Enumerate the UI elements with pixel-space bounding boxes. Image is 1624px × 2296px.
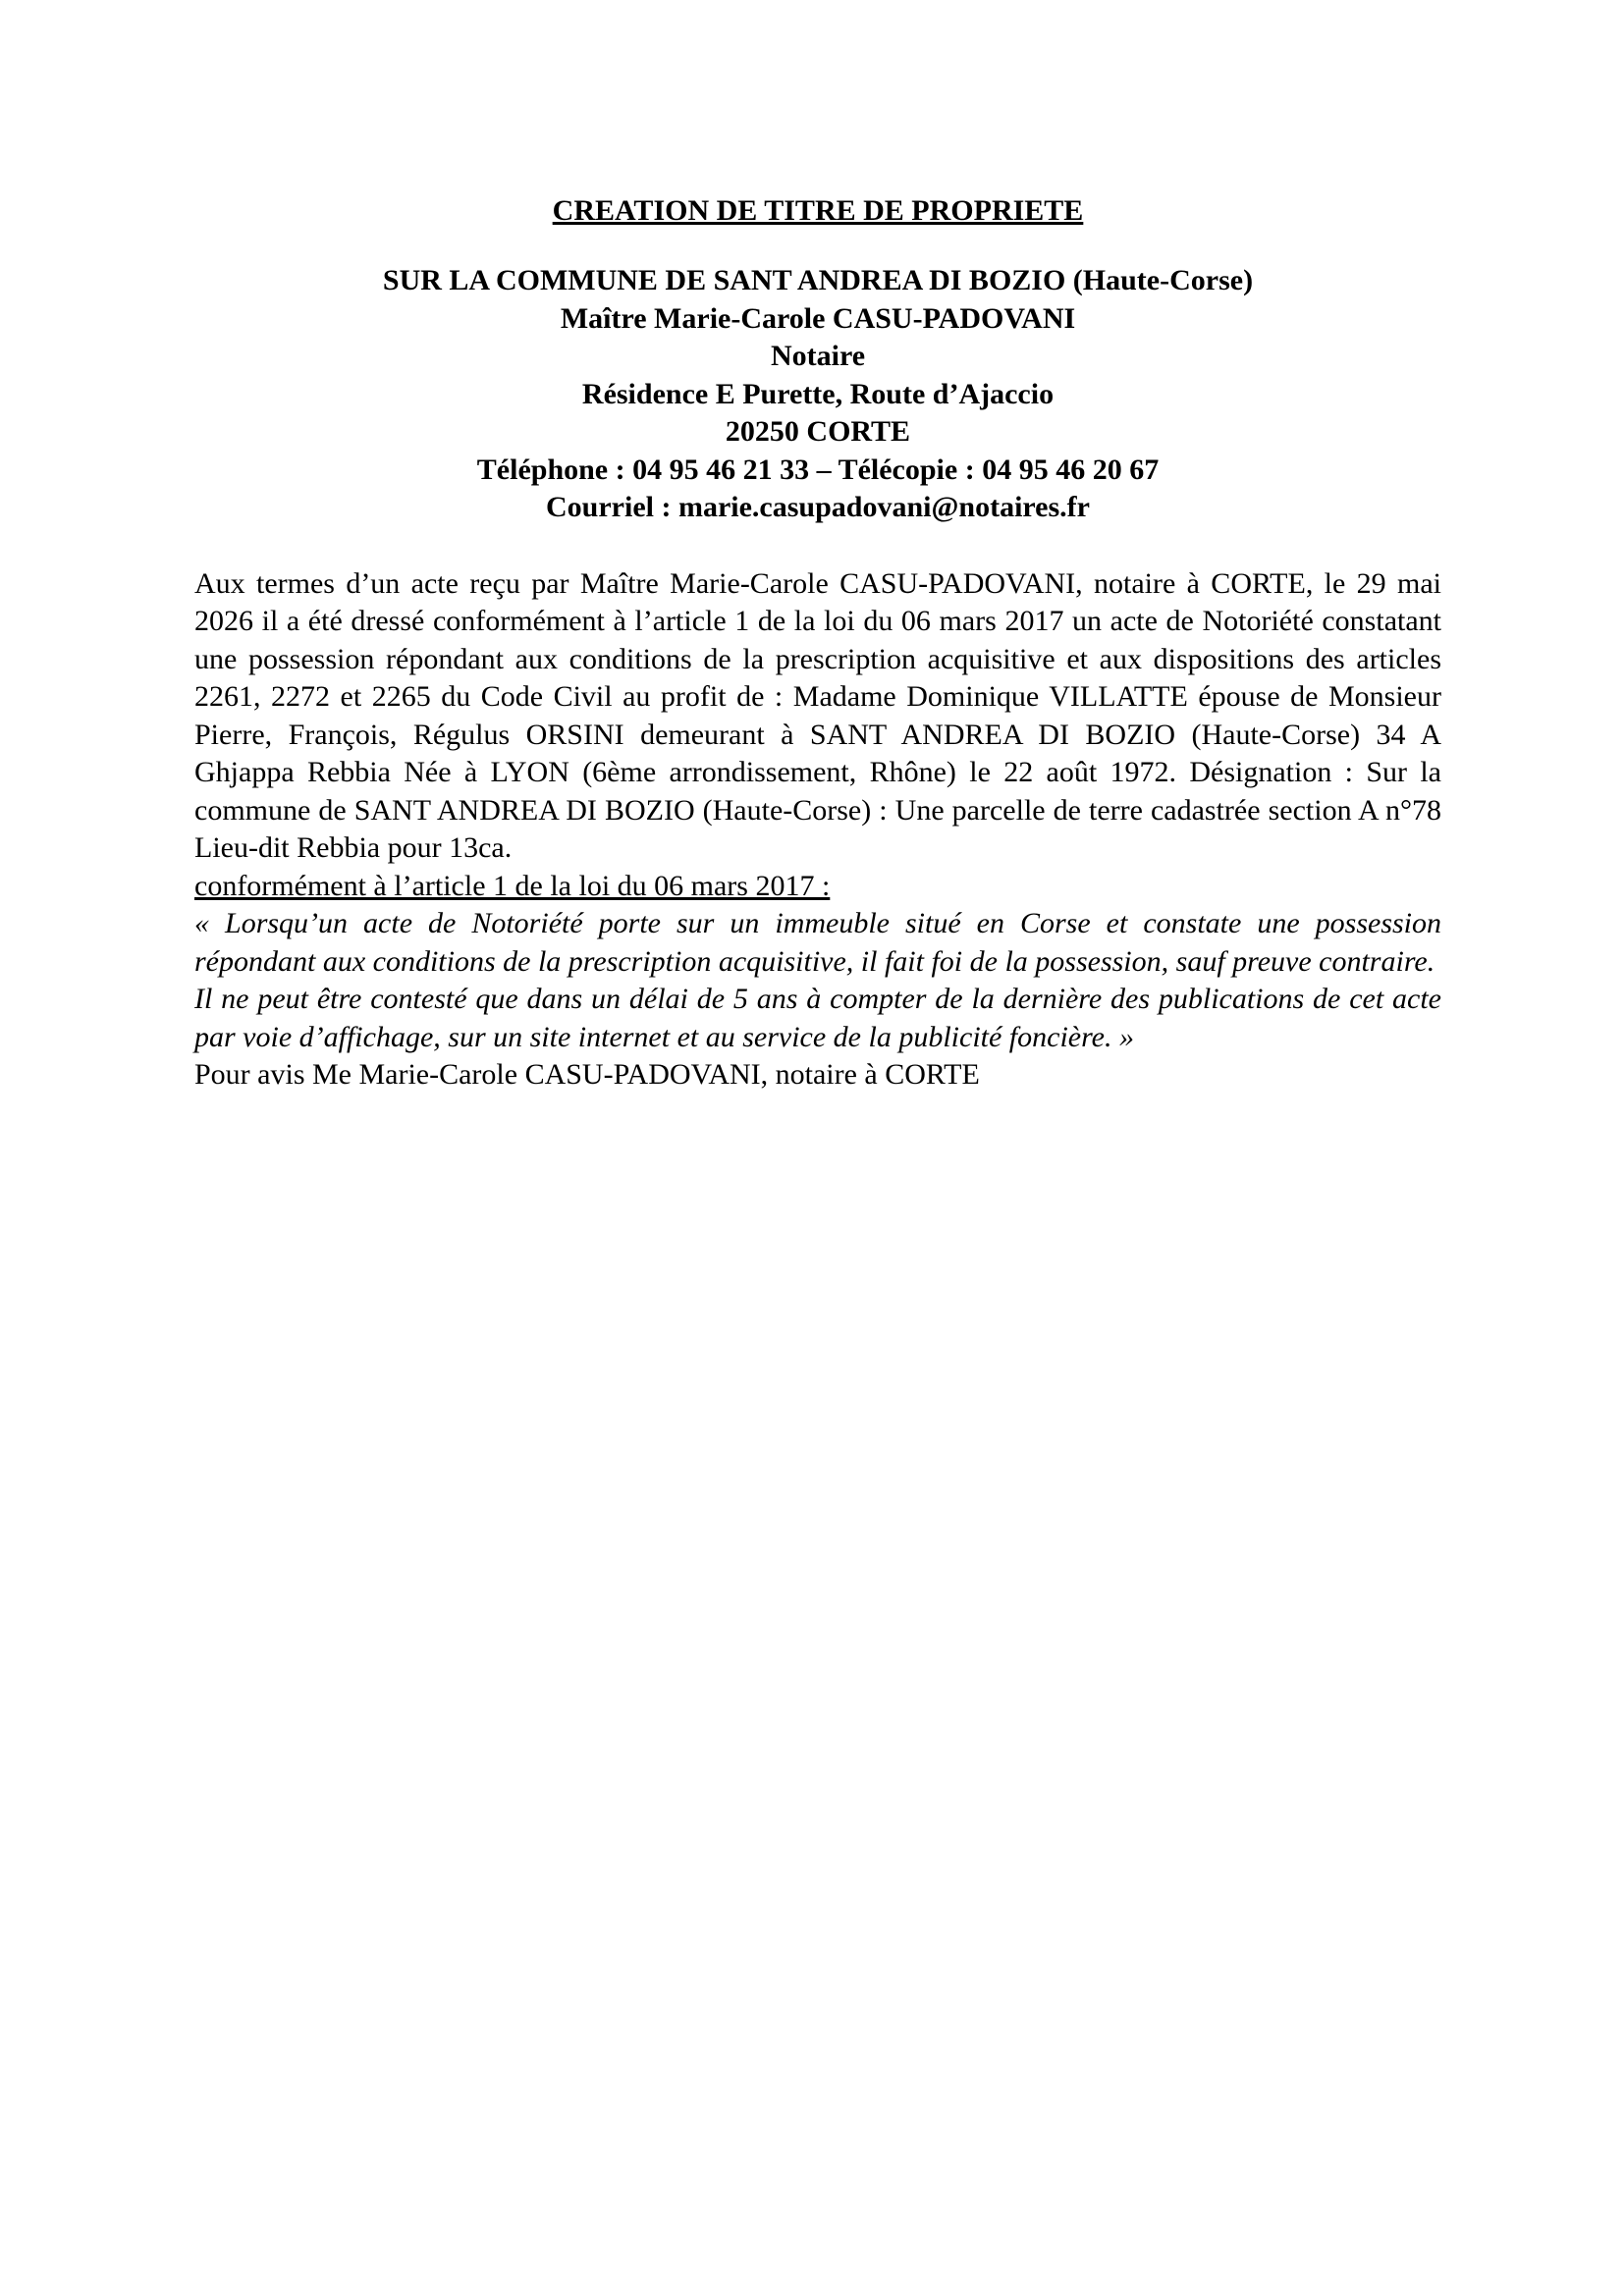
notice-body <box>194 565 1441 1095</box>
address-line: Résidence E Purette, Route d’Ajaccio <box>581 377 1055 410</box>
notary-header <box>194 262 1441 527</box>
phone-fax: Téléphone : 04 95 46 21 33 – Télécopie : 04 95 46 20 67 <box>476 453 1160 486</box>
closing-line: Pour avis Me Marie-Carole CASU-PADOVANI, notaire à CORTE <box>194 1058 980 1091</box>
document-page <box>194 192 1441 1095</box>
email-line: Courriel : marie.casupadovani@notaires.fr <box>546 491 1090 523</box>
law-quote-2: Il ne peut être contesté que dans un délai de 5 ans à compter de la dernière des publications de cet acte par voie d’affichage, sur un site internet et au service de la publicité foncière. » <box>194 983 1441 1053</box>
postcode-city: 20250 CORTE <box>725 415 911 448</box>
commune-line: SUR LA COMMUNE DE SANT ANDREA DI BOZIO (Haute-Corse) <box>382 264 1254 296</box>
law-quote-1: « Lorsqu’un acte de Notoriété porte sur un immeuble situé en Corse et constate une possession répondant aux conditions de la prescription acquisitive, il fait foi de la possession, sauf preuve contraire. <box>194 907 1441 978</box>
notary-role: Notaire <box>770 340 866 372</box>
law-reference: conformément à l’article 1 de la loi du 06 mars 2017 : <box>194 869 831 902</box>
document-title: CREATION DE TITRE DE PROPRIETE <box>552 194 1084 227</box>
main-paragraph: Aux termes d’un acte reçu par Maître Marie-Carole CASU-PADOVANI, notaire à CORTE, le 29 mai 2026 il a été dressé conformément à l’article 1 de la loi du 06 mars 2017 un acte de Notoriété constatant une possession répondant aux conditions de la prescription acquisitive et aux dispositions des articles 2261, 2272 et 2265 du Code Civil au profit de : Madame Dominique VILLATTE épouse de Monsieur Pierre, François, Régulus ORSINI demeurant à SANT ANDREA DI BOZIO (Haute-Corse) 34 A Ghjappa Rebbia Née à LYON (6ème arrondissement, Rhône) le 22 août 1972. Désignation : Sur la commune de SANT ANDREA DI BOZIO (Haute-Corse) : Une parcelle de terre cadastrée section A n°78 Lieu-dit Rebbia pour 13ca. <box>194 566 1441 864</box>
notary-name: Maître Marie-Carole CASU-PADOVANI <box>560 301 1076 335</box>
